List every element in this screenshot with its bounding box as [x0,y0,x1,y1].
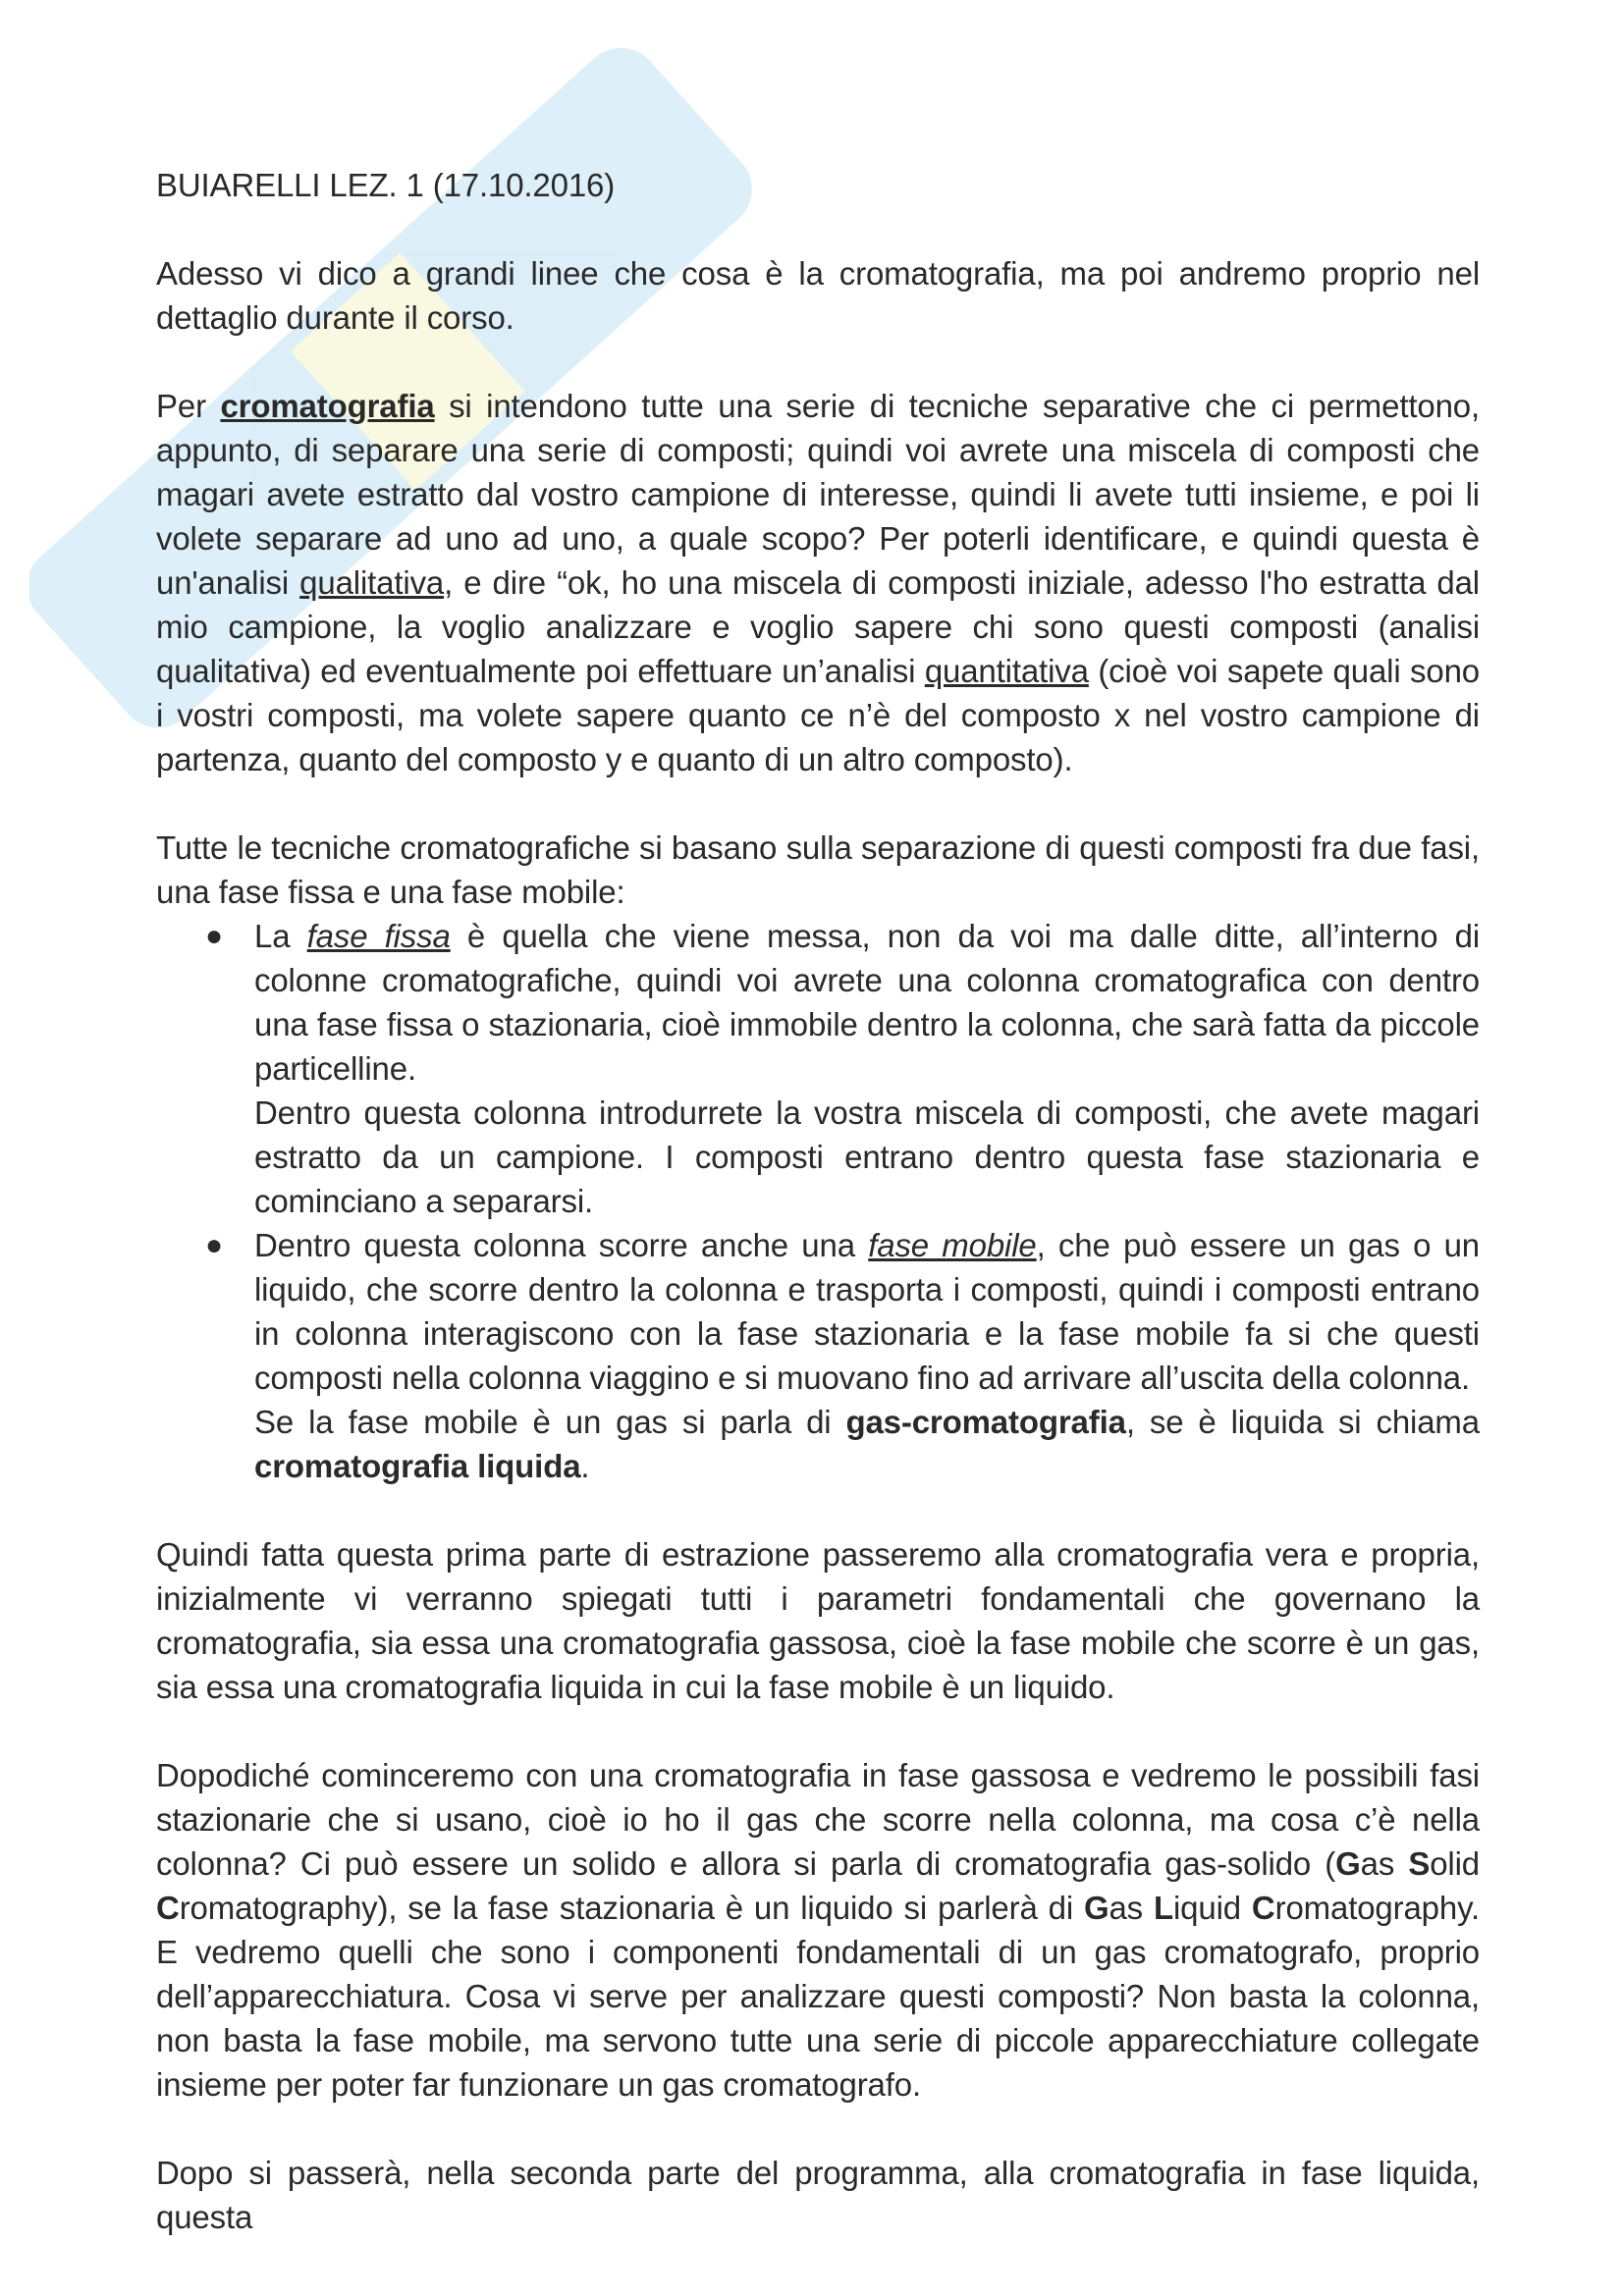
definition-paragraph: Per cromatografia si intendono tutte una serie di tecniche separative che ci permettono, appunto, di separare una serie di composti; quindi voi avrete una miscela di composti che magari avete estratto dal vostro campione di interesse, quindi li avete tutti insieme, e poi li volete separare ad uno ad uno, a quale scopo? Per poterli identificare, e quindi questa è un'analisi qualitativa, e dire “ok, ho una miscela di composti iniziale, adesso l'ho estratta dal mio campione, la voglio analizzare e voglio sapere chi sono questi composti (analisi qualitativa) ed eventualmente poi effettuare un’analisi quantitativa (cioè voi sapete quali sono i vostri composti, ma volete sapere quanto ce n’è del composto x nel vostro campione di partenza, quanto del composto y e quanto di un altro composto). [156,388,1480,777]
intro-paragraph: Adesso vi dico a grandi linee che cosa è la cromatografia, ma poi andremo proprio nel dettaglio durante il corso. [156,255,1480,336]
list-item-fase-mobile: ● Dentro questa colonna scorre anche una fase mobile, che può essere un gas o un liquido, che scorre dentro la colonna e trasporta i composti, quindi i composti entrano in colonna interagiscono con la fase stazionaria e la fase mobile fa si che questi composti nella colonna viaggino e si muovano fino ad arrivare all’uscita della colonna. Se la fase mobile è un gas si parla di gas-cromatografia, se è liquida si chiama cromatografia liquida. [156,1223,1480,1488]
lecture-title: BUIARELLI LEZ. 1 (17.10.2016) [156,167,616,203]
term-cromatografia: cromatografia [220,388,435,424]
gas-phase-paragraph: Dopodiché cominceremo con una cromatografia in fase gassosa e vedremo le possibili fasi stazionarie che si usano, cioè io ho il gas che scorre nella colonna, ma cosa c’è nella colonna? Ci può essere un solido e allora si parla di cromatografia gas-solido (Gas Solid Cromatography), se la fase stazionaria è un liquido si parlerà di Gas Liquid Cromatography. E vedremo quelli che sono i componenti fondamentali di un gas cromatografo, proprio dell’apparecchiatura. Cosa vi serve per analizzare questi composti? Non basta la colonna, non basta la fase mobile, ma servono tutte una serie di piccole apparecchiature collegate insieme per poter far funzionare un gas cromatografo. [156,1757,1480,2103]
document-body [156,163,1480,2283]
liquid-phase-paragraph: Dopo si passerà, nella seconda parte del programma, alla cromatografia in fase liquida, questa [156,2155,1480,2235]
phases-list [156,914,1480,1488]
list-item-continuation: Dentro questa colonna introdurrete la vostra miscela di composti, che avete magari estratto da un campione. I composti entrano dentro questa fase stazionaria e cominciano a separarsi. [254,1095,1480,1219]
term-qualitativa: qualitativa [299,564,445,601]
term-fase-mobile: fase mobile [868,1227,1037,1263]
bullet-icon: ● [205,1229,223,1261]
term-cromatografia-liquida: cromatografia liquida [254,1448,581,1484]
term-gas-cromatografia: gas-cromatografia [845,1404,1126,1440]
term-fase-fissa: fase fissa [306,918,451,954]
phases-intro-paragraph: Tutte le tecniche cromatografiche si basano sulla separazione di questi composti fra due fasi, una fase fissa e una fase mobile: [156,829,1480,910]
term-quantitativa: quantitativa [924,653,1089,689]
extraction-paragraph: Quindi fatta questa prima parte di estrazione passeremo alla cromatografia vera e propria, inizialmente vi verranno spiegati tutti i parametri fondamentali che governano la cromatografia, sia essa una cromatografia gassosa, cioè la fase mobile che scorre è un gas, sia essa una cromatografia liquida in cui la fase mobile è un liquido. [156,1536,1480,1705]
bullet-icon: ● [205,920,223,952]
list-item-fase-fissa: ● La fase fissa è quella che viene messa, non da voi ma dalle ditte, all’interno di colonne cromatografiche, quindi voi avrete una colonna cromatografica con dentro una fase fissa o stazionaria, cioè immobile dentro la colonna, che sarà fatta da piccole particelline. Dentro questa colonna introdurrete la vostra miscela di composti, che avete magari estratto da un campione. I composti entrano dentro questa fase stazionaria e cominciano a separarsi. [156,914,1480,1223]
list-item-continuation: Se la fase mobile è un gas si parla di gas-cromatografia, se è liquida si chiama cromatografia liquida. [254,1404,1480,1484]
